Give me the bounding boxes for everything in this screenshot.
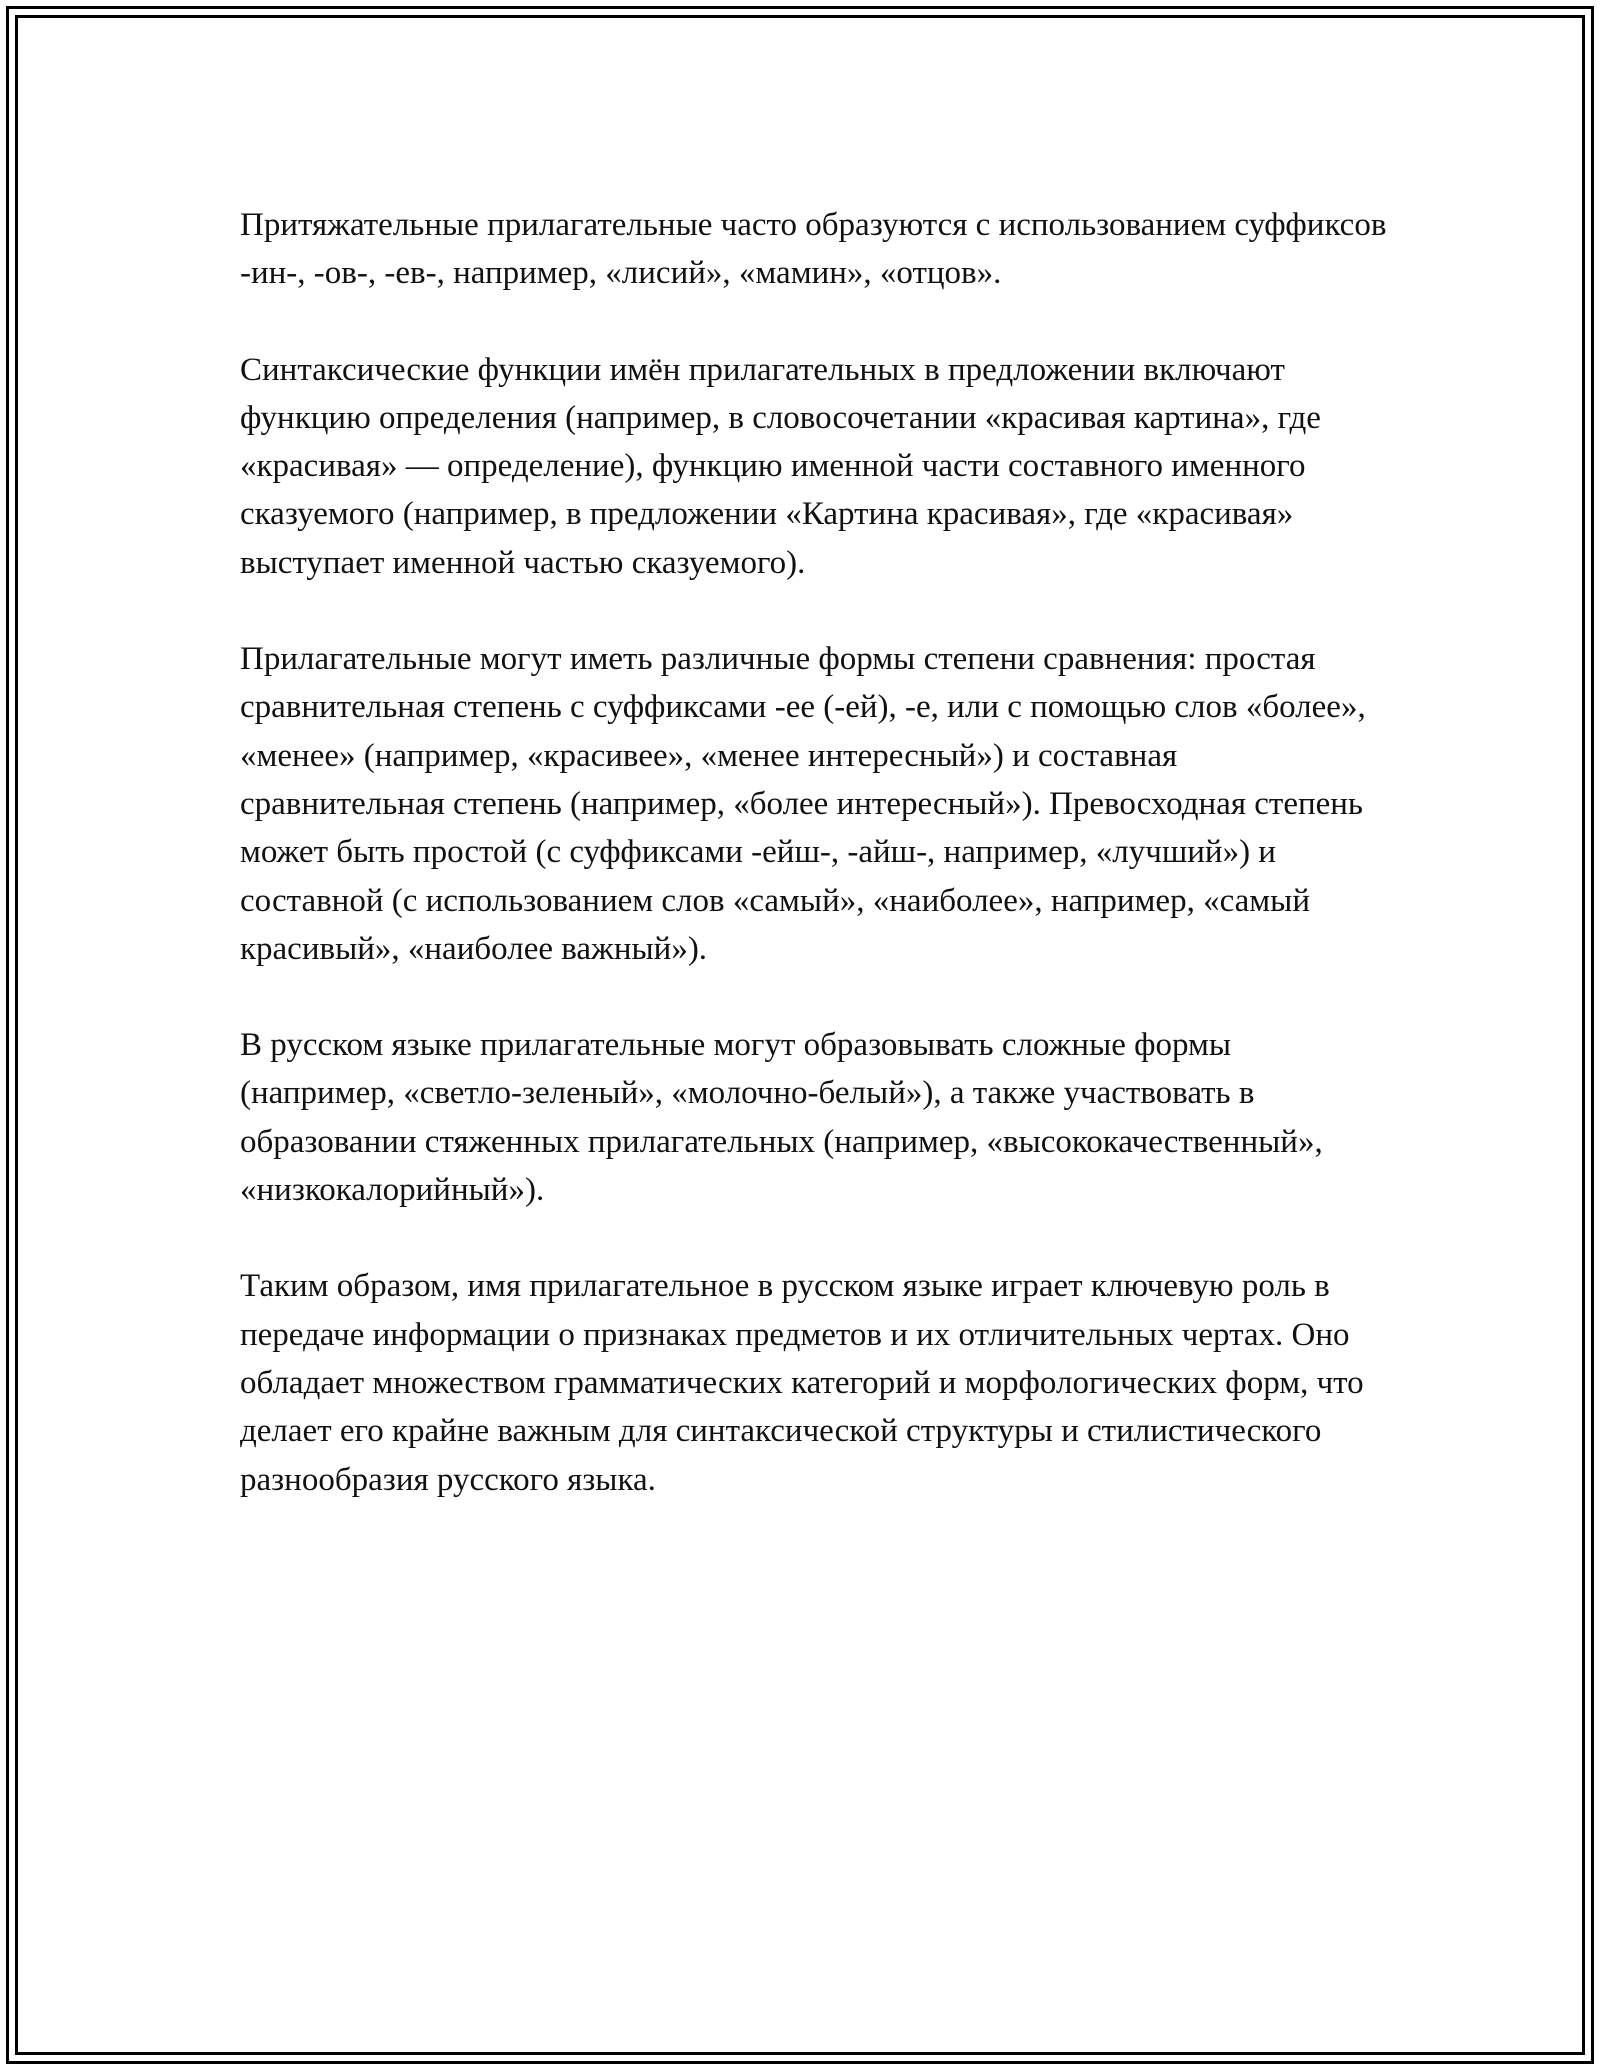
paragraph-compound-forms: В русском языке прилагательные могут образовывать сложные формы (например, «светло-зеленый», «молочно-белый»), а также участвовать в образовании стяженных прилагательных (например, «высококачественный», «низкокалорийный»). [240, 1027, 1323, 1209]
paragraph-possessive-adjectives: Притяжательные прилагательные часто образуются с использованием суффиксов -ин-, -ов-, -ев-, например, «лисий», «мамин», «отцов». [240, 207, 1387, 292]
paragraph-degrees-of-comparison: Прилагательные могут иметь различные формы степени сравнения: простая сравнительная степень с суффиксами -ее (-ей), -е, или с помощью слов «более», «менее» (например, «красивее», «менее интересный») и составная сравнительная степень (например, «более интересный»). Превосходная степень может быть простой (с суффиксами -ейш-, -айш-, например, «лучший») и составной (с использованием слов «самый», «наиболее», например, «самый красивый», «наиболее важный»). [240, 641, 1366, 967]
document-body [240, 201, 1390, 1504]
paragraph-syntactic-functions: Синтаксические функции имён прилагательных в предложении включают функцию определения (например, в словосочетании «красивая картина», где «красивая» — определение), функцию именной части составного именного сказуемого (например, в предложении «Картина красивая», где «красивая» выступает именной частью сказуемого). [240, 351, 1321, 581]
page-border-inner [15, 15, 1585, 2055]
page-border-outer [6, 6, 1594, 2064]
paragraph-conclusion: Таким образом, имя прилагательное в русском языке играет ключевую роль в передаче информации о признаках предметов и их отличительных чертах. Оно обладает множеством грамматических категорий и морфологических форм, что делает его крайне важным для синтаксической структуры и стилистического разнообразия русского языка. [240, 1268, 1364, 1498]
